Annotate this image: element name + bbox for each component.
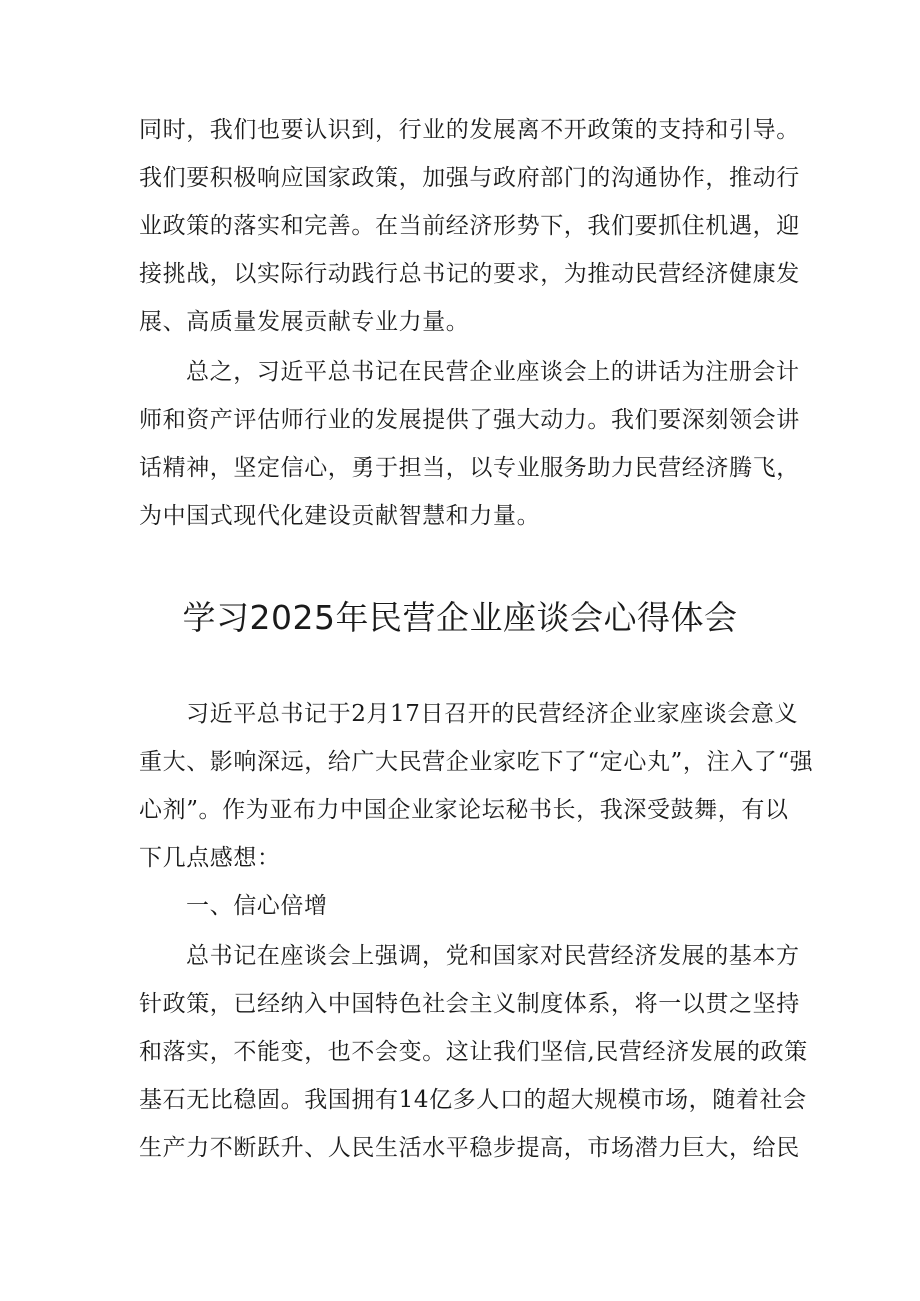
paragraph-line: 重大、影响深远，给广大民营企业家吃下了“定心丸”，注入了“强 xyxy=(139,749,814,775)
paragraph-line: 我们要积极响应国家政策，加强与政府部门的沟通协作，推动行 xyxy=(139,165,800,191)
paragraph-line: 基石无比稳固。我国拥有14亿多人口的超大规模市场，随着社会 xyxy=(139,1087,807,1113)
paragraph-line: 生产力不断跃升、人民生活水平稳步提高，市场潜力巨大，给民 xyxy=(139,1135,800,1161)
paragraph-line: 心剂”。作为亚布力中国企业家论坛秘书长，我深受鼓舞，有以 xyxy=(139,797,789,823)
paragraph-line: 展、高质量发展贡献专业力量。 xyxy=(139,309,470,335)
paragraph-line: 话精神，坚定信心，勇于担当，以专业服务助力民营经济腾飞， xyxy=(139,455,800,481)
paragraph-line: 为中国式现代化建设贡献智慧和力量。 xyxy=(139,503,541,529)
article-title: 学习2025年民营企业座谈会心得体会 xyxy=(182,598,738,637)
paragraph-line: 同时，我们也要认识到，行业的发展离不开政策的支持和引导。 xyxy=(139,117,800,143)
paragraph-line: 总书记在座谈会上强调，党和国家对民营经济发展的基本方 xyxy=(186,943,800,969)
paragraph-line: 针政策，已经纳入中国特色社会主义制度体系，将一以贯之坚持 xyxy=(139,991,800,1017)
paragraph-line: 师和资产评估师行业的发展提供了强大动力。我们要深刻领会讲 xyxy=(139,407,800,433)
paragraph-line: 习近平总书记于2月17日召开的民营经济企业家座谈会意义 xyxy=(186,701,799,727)
paragraph-line: 接挑战，以实际行动践行总书记的要求，为推动民营经济健康发 xyxy=(139,261,800,287)
section-heading: 一、信心倍增 xyxy=(186,893,328,919)
paragraph-line: 总之，习近平总书记在民营企业座谈会上的讲话为注册会计 xyxy=(186,359,800,385)
paragraph-line: 下几点感想： xyxy=(139,845,281,871)
paragraph-line: 业政策的落实和完善。在当前经济形势下，我们要抓住机遇，迎 xyxy=(139,213,800,239)
paragraph-line: 和落实，不能变，也不会变。这让我们坚信,民营经济发展的政策 xyxy=(139,1039,808,1065)
